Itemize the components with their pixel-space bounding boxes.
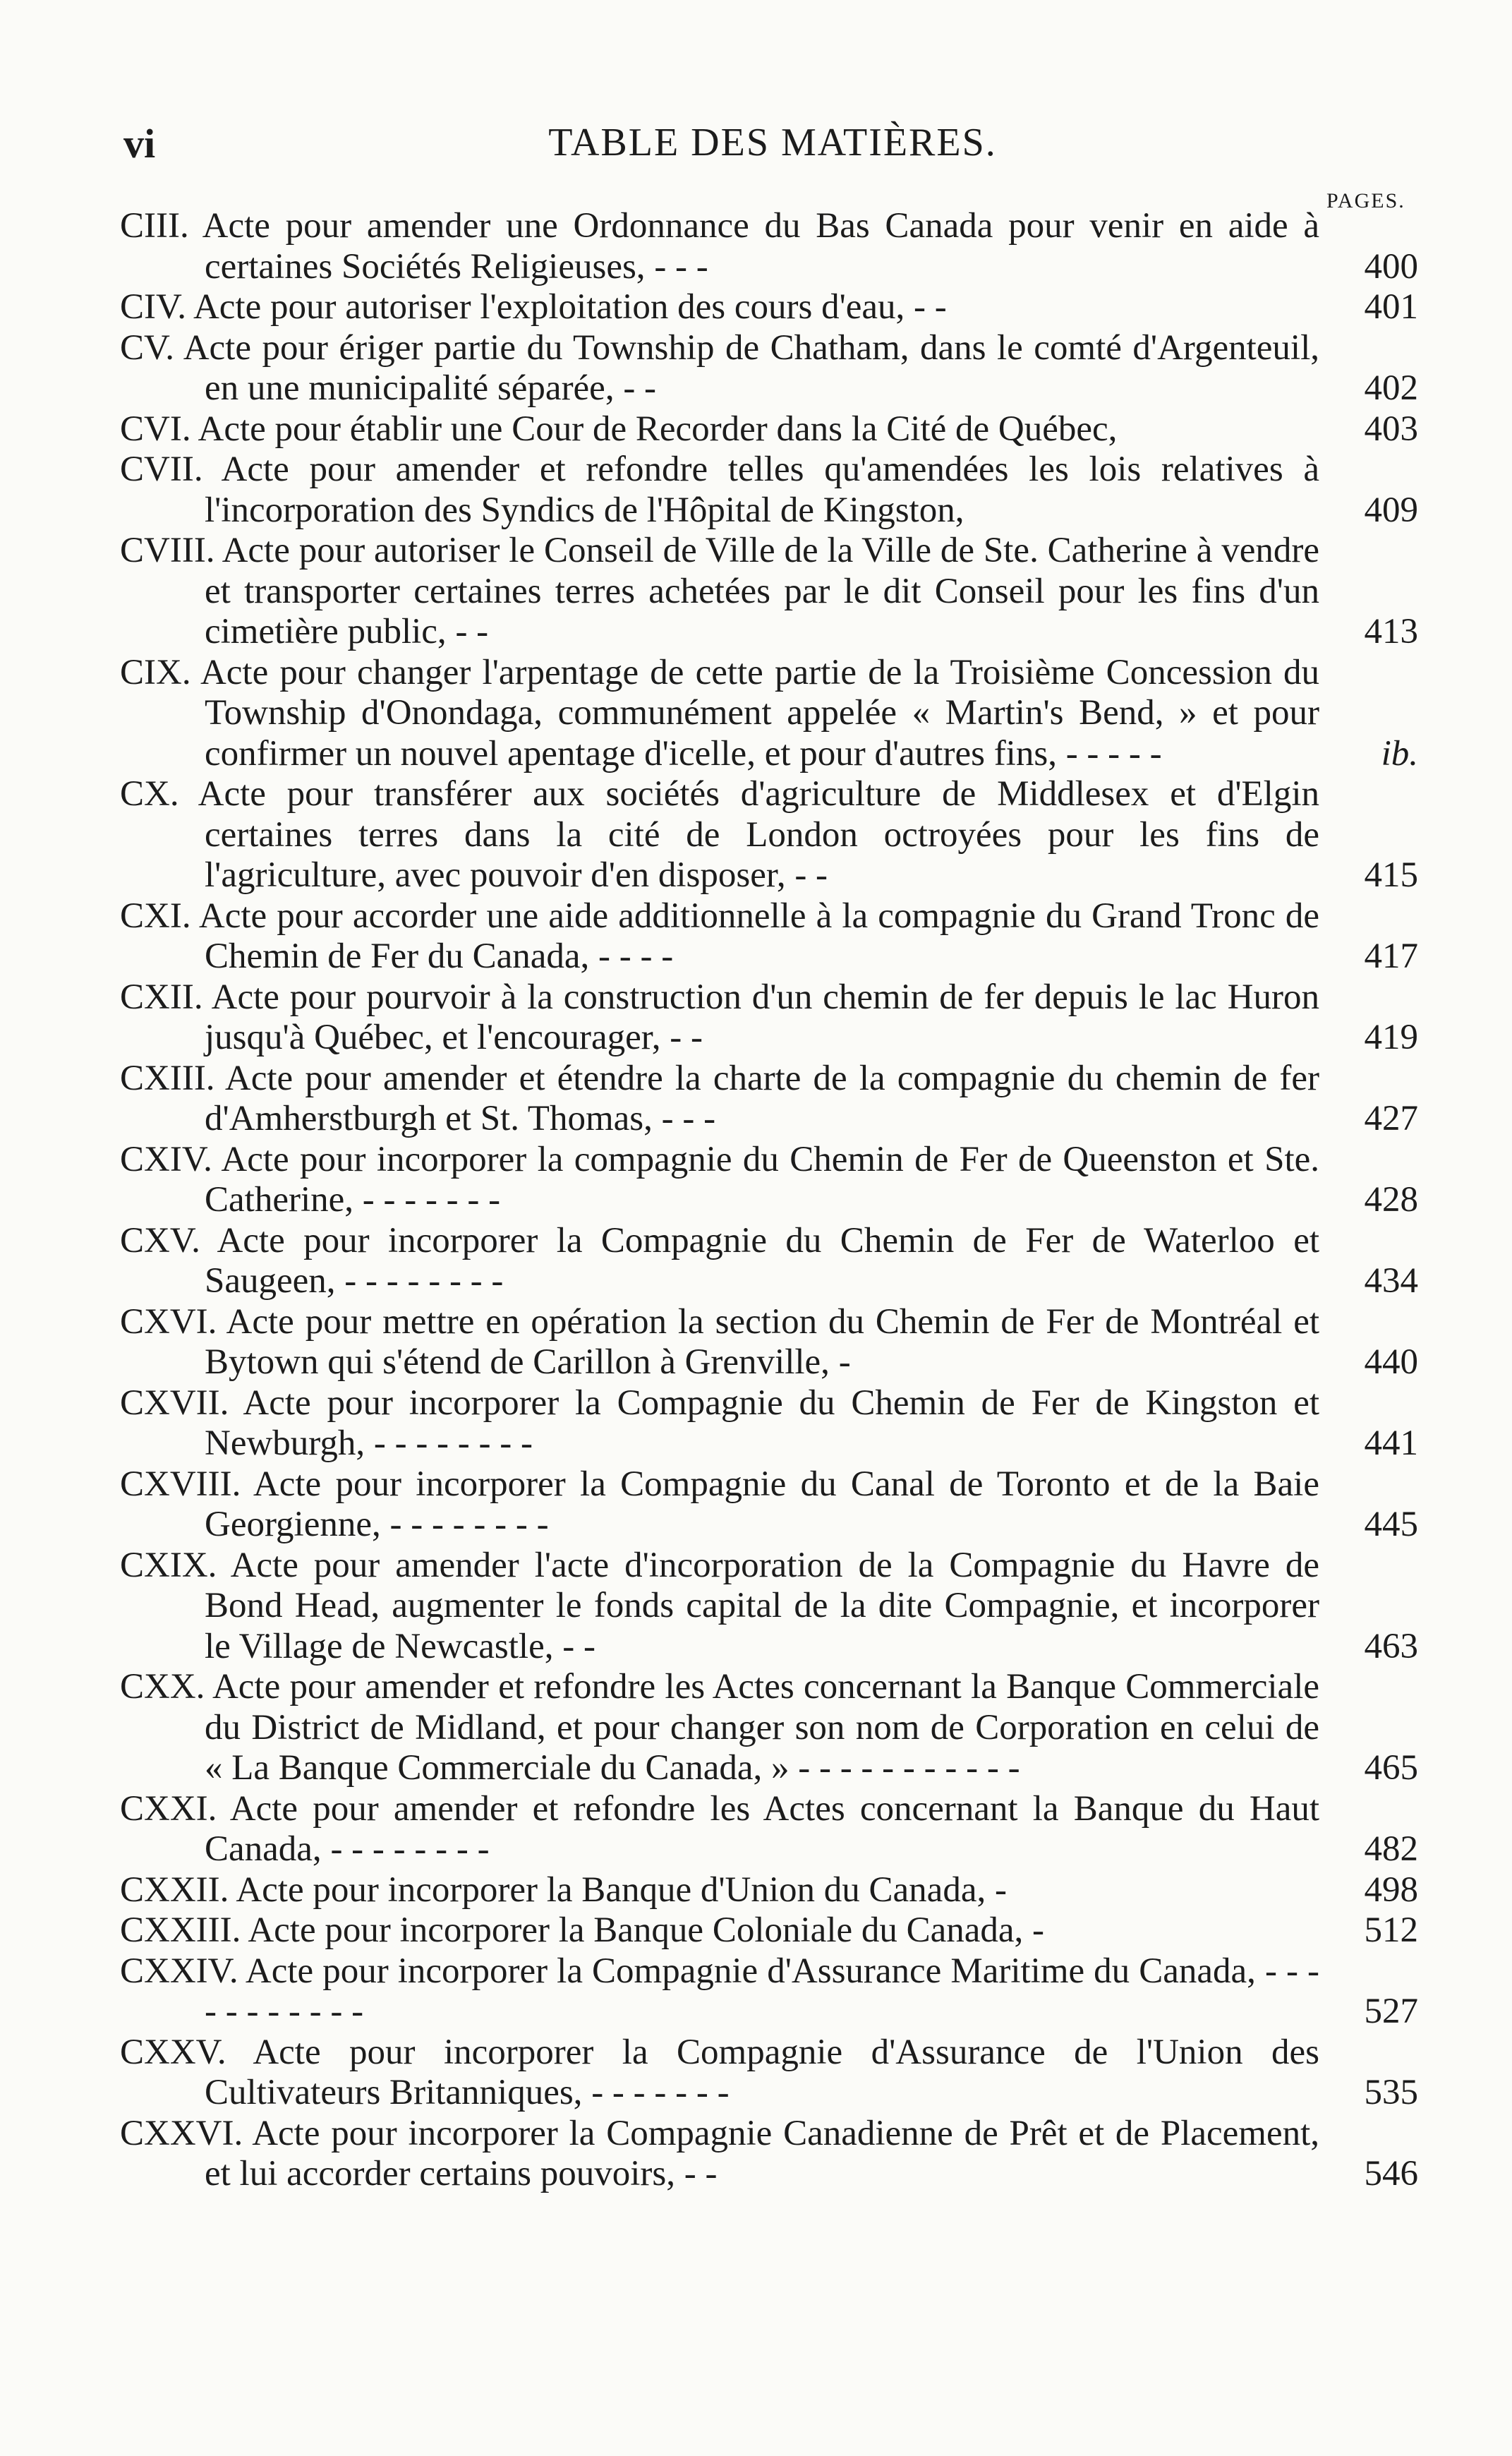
page-header <box>123 120 1422 176</box>
toc-entry-number: CXXIII. <box>120 1910 241 1950</box>
toc-entry-page: 419 <box>1364 1018 1418 1057</box>
toc-entry <box>120 450 1418 531</box>
toc-entry-title: Acte pour autoriser l'exploitation des cours d'eau, <box>193 287 905 327</box>
toc-entry <box>120 1302 1418 1383</box>
toc-entry-number: CXX. <box>120 1667 205 1706</box>
toc-entry-page: 465 <box>1364 1748 1418 1788</box>
toc-entry-page: 401 <box>1364 287 1418 327</box>
toc-entry <box>120 206 1418 287</box>
toc-entry-number: CXXIV. <box>120 1951 238 1991</box>
page-folio: vi <box>123 121 156 167</box>
toc-entry-leader: - - <box>623 368 657 408</box>
toc-entry-number: CIX. <box>120 652 191 692</box>
toc-entry <box>120 409 1418 450</box>
toc-entry-title: Acte pour amender et refondre les Actes concernant la Banque du Haut Canada, <box>205 1788 1320 1869</box>
toc-entry <box>120 1140 1418 1221</box>
toc-entry <box>120 2033 1418 2114</box>
toc-entry-title: Acte pour incorporer la Banque d'Union du Canada, <box>236 1870 986 1910</box>
toc-entry <box>120 1546 1418 1668</box>
toc-entry-number: CIV. <box>120 287 187 327</box>
toc-entry-page: 428 <box>1364 1180 1418 1220</box>
toc-entry-title: Acte pour incorporer la Banque Coloniale du Canada, <box>248 1910 1024 1950</box>
toc-entry-number: CXV. <box>120 1220 200 1260</box>
toc-entry-title: Acte pour incorporer la Compagnie d'Assurance de l'Union des Cultivateurs Britanniques, <box>205 2032 1320 2112</box>
toc-entry-page: 445 <box>1364 1505 1418 1544</box>
toc-entry-number: CX. <box>120 774 179 814</box>
toc-entry-title: Acte pour amender une Ordonnance du Bas Canada pour venir en aide à certaines Sociétés Religieuses, <box>202 206 1319 287</box>
toc-entry-leader: - - <box>914 287 947 327</box>
toc-entry-leader: - - <box>684 2154 718 2193</box>
pages-column-heading: PAGES. <box>1326 189 1405 212</box>
toc-entry <box>120 1464 1418 1546</box>
toc-entry-number: CXIII. <box>120 1058 215 1098</box>
toc-entry <box>120 1383 1418 1464</box>
toc-entry <box>120 1059 1418 1140</box>
toc-entry-page: 403 <box>1364 409 1418 449</box>
toc-entry-title: Acte pour établir une Cour de Recorder dans la Cité de Québec, <box>198 409 1118 449</box>
toc-entry-page: 427 <box>1364 1099 1418 1138</box>
toc-entry-number: CVIII. <box>120 531 215 570</box>
toc-entry-title: Acte pour mettre en opération la section du Chemin de Fer de Montréal et Bytown qui s'étend de Carillon à Grenville, <box>205 1301 1319 1382</box>
toc-entry-title: Acte pour incorporer la Compagnie Canadienne de Prêt et de Placement, et lui accorder certains pouvoirs, <box>205 2113 1319 2193</box>
toc-entry-number: CXXI. <box>120 1788 217 1829</box>
toc-entry-title: Acte pour accorder une aide additionnelle à la compagnie du Grand Tronc de Chemin de Fer du Canada, <box>198 896 1320 976</box>
toc-entry <box>120 287 1418 328</box>
toc-entry-title: Acte pour incorporer la Compagnie du Chemin de Fer de Waterloo et Saugeen, <box>205 1220 1319 1301</box>
toc-entry-number: CXIV. <box>120 1139 212 1179</box>
toc-entry-title: Acte pour amender et étendre la charte de la compagnie du chemin de fer d'Amherstburgh et St. Thomas, <box>205 1058 1320 1138</box>
toc-entry <box>120 1870 1418 1911</box>
toc-entry-leader: - - <box>455 612 489 651</box>
toc-entry-page: ib. <box>1381 733 1418 773</box>
toc-entry-leader: - - - - - - - - <box>373 1423 533 1463</box>
toc-entry-title: Acte pour incorporer la Compagnie du Chemin de Fer de Kingston et Newburgh, <box>205 1383 1319 1463</box>
toc-entry-title: Acte pour transférer aux sociétés d'agriculture de Middlesex et d'Elgin certaines terres dans la cité de London octroyées pour les fins de l'agriculture, avec pouvoir d'en disposer, <box>198 774 1320 895</box>
toc-entry-number: CXIX. <box>120 1545 217 1585</box>
toc-entry-page: 546 <box>1364 2154 1418 2193</box>
toc-entry-number: CXXII. <box>120 1870 229 1910</box>
toc-entry-leader: - - - <box>661 1099 716 1138</box>
toc-entry <box>120 1951 1418 2033</box>
toc-entry <box>120 2114 1418 2195</box>
toc-entry <box>120 1667 1418 1789</box>
toc-entry <box>120 1789 1418 1870</box>
toc-entry-title: Acte pour amender et refondre les Actes concernant la Banque Commerciale du District de Midland, et pour changer son nom de Corporation en celui de « La Banque Commerciale du Canada, » <box>205 1667 1319 1788</box>
toc-entry-leader: - <box>994 1870 1007 1910</box>
toc-entry-leader: - - - - - - - - - - - <box>798 1748 1020 1788</box>
toc-entry <box>120 1221 1418 1302</box>
toc-entry-number: CXXVI. <box>120 2113 243 2153</box>
toc-entry-number: CXII. <box>120 977 203 1017</box>
toc-entry-leader: - - - - - <box>1065 733 1162 773</box>
toc-entry <box>120 977 1418 1059</box>
toc-entry-page: 402 <box>1364 368 1418 408</box>
toc-entry <box>120 653 1418 775</box>
toc-entry <box>120 531 1418 653</box>
toc-entry-page: 413 <box>1364 612 1418 651</box>
toc-entry-number: CVII. <box>120 450 203 489</box>
toc-entry-leader: - <box>1032 1910 1045 1950</box>
toc-entry-page: 440 <box>1364 1342 1418 1382</box>
toc-entry-title: Acte pour incorporer la compagnie du Chemin de Fer de Queenston et Ste. Catherine, <box>205 1139 1319 1220</box>
toc-entry-title: Acte pour pourvoir à la construction d'un chemin de fer depuis le lac Huron jusqu'à Québec, et l'encourager, <box>205 977 1319 1057</box>
toc-entry-page: 441 <box>1364 1423 1418 1463</box>
toc-entry-page: 512 <box>1364 1910 1418 1950</box>
toc-entry-page: 527 <box>1364 1992 1418 2031</box>
toc-entry-page: 535 <box>1364 2073 1418 2112</box>
toc-entry <box>120 328 1418 409</box>
toc-entry-title: Acte pour amender et refondre telles qu'amendées les lois relatives à l'incorporation des Syndics de l'Hôpital de Kingston, <box>205 450 1320 530</box>
toc-entry <box>120 774 1418 896</box>
toc-entry-leader: - <box>838 1342 851 1382</box>
toc-entry-page: 415 <box>1364 855 1418 895</box>
toc-entry-page: 400 <box>1364 246 1418 287</box>
toc-entry <box>120 896 1418 977</box>
toc-entry-leader: - - - - - - - <box>591 2073 730 2112</box>
toc-entry-number: CVI. <box>120 409 191 449</box>
toc-entry-title: Acte pour autoriser le Conseil de Ville de la Ville de Ste. Catherine à vendre et transporter certaines terres achetées par le dit Conseil pour les fins d'un cimetière public, <box>205 531 1319 651</box>
toc-entry-leader: - - - - <box>598 937 674 976</box>
toc-entry-leader: - - - <box>654 246 708 287</box>
toc-entry-number: CXVIII. <box>120 1464 241 1504</box>
toc-entry-leader: - - <box>794 855 828 895</box>
toc-entry-page: 482 <box>1364 1829 1418 1869</box>
toc-entry-number: CXXV. <box>120 2032 226 2072</box>
toc-entry-number: CXI. <box>120 896 191 936</box>
toc-entry-number: CIII. <box>120 206 189 246</box>
toc-entry-number: CXVI. <box>120 1301 217 1342</box>
toc-entry-title: Acte pour changer l'arpentage de cette partie de la Troisième Concession du Township d'Onondaga, communément appelée « Martin's Bend, » et pour confirmer un nouvel apentage d'icelle, et pour d'autres fins, <box>200 652 1319 773</box>
toc-entry-title: Acte pour ériger partie du Township de Chatham, dans le comté d'Argenteuil, en une municipalité séparée, <box>183 327 1319 408</box>
toc-entry-page: 498 <box>1364 1870 1418 1910</box>
toc-entry-title: Acte pour amender l'acte d'incorporation de la Compagnie du Havre de Bond Head, augmenter le fonds capital de la dite Compagnie, et incorporer le Village de Newcastle, <box>205 1545 1320 1666</box>
toc-entry-leader: - - - - - - - <box>362 1180 501 1220</box>
toc-entry-page: 463 <box>1364 1626 1418 1666</box>
toc-entry-title: Acte pour incorporer la Compagnie du Canal de Toronto et de la Baie Georgienne, <box>205 1464 1319 1544</box>
running-head-title: TABLE DES MATIÈRES. <box>548 121 997 164</box>
toc-entry-leader: - - - - - - - - <box>330 1829 490 1869</box>
toc-entry-page: 409 <box>1364 490 1418 530</box>
toc-entry-number: CXVII. <box>120 1383 229 1423</box>
toc-entry-leader: - - - - - - - - <box>389 1505 549 1544</box>
toc-entry-leader: - - - - - - - - - - - <box>205 1951 1319 2031</box>
toc-entry-page: 417 <box>1364 937 1418 976</box>
toc-entry-leader: - - - - - - - - <box>344 1261 504 1301</box>
table-of-contents <box>120 206 1418 2195</box>
toc-entry-page: 434 <box>1364 1261 1418 1301</box>
toc-entry-title: Acte pour incorporer la Compagnie d'Assurance Maritime du Canada, <box>245 1951 1256 1991</box>
toc-entry <box>120 1910 1418 1951</box>
toc-entry-number: CV. <box>120 327 175 368</box>
toc-entry-leader: - - <box>562 1626 595 1666</box>
toc-entry-leader: - - <box>670 1018 703 1057</box>
